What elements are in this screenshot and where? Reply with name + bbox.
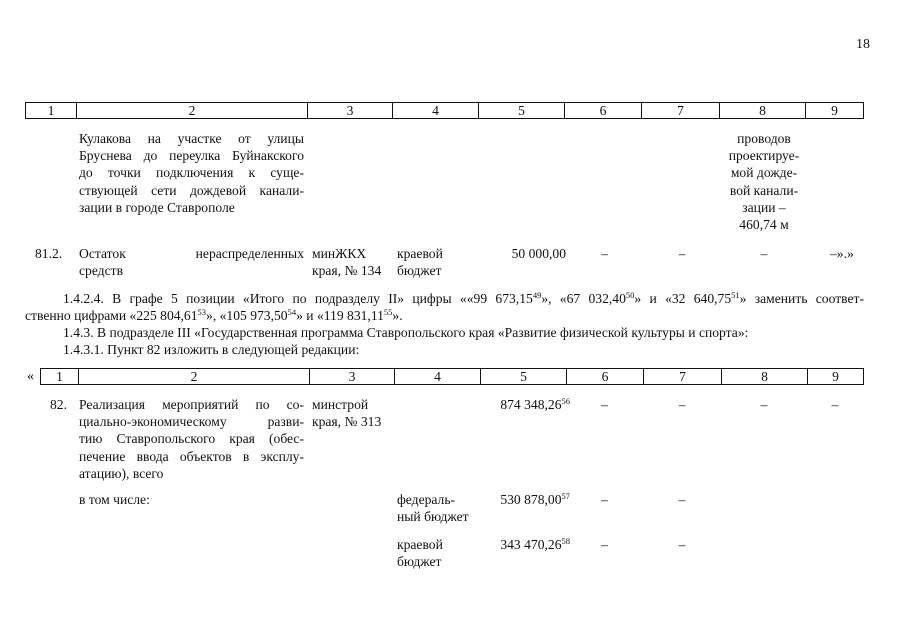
footnote-ref: 50 bbox=[625, 290, 635, 300]
regional-col5-value: 343 470,26 bbox=[500, 537, 562, 552]
row-82-name-line: тию Ставропольского края (обес- bbox=[79, 431, 304, 447]
row-82-col5-value: 874 348,26 bbox=[500, 397, 562, 412]
regional-col5 bbox=[478, 536, 570, 553]
row-81-2-name-word: нераспределенных bbox=[195, 246, 304, 261]
table1-header-col1: 1 bbox=[26, 103, 77, 119]
row-82-name bbox=[79, 396, 304, 482]
table1-header-col7: 7 bbox=[642, 103, 720, 119]
row-82-col3-line: края, № 313 bbox=[312, 414, 382, 430]
table2-header-col5: 5 bbox=[481, 369, 567, 385]
row-82-col7: – bbox=[678, 397, 686, 412]
paragraph-1-4-2-4 bbox=[63, 290, 864, 307]
table2-header-col3: 3 bbox=[310, 369, 395, 385]
row-81-2-name-line2: средств bbox=[79, 263, 123, 279]
row-82-number: 82. bbox=[50, 397, 67, 412]
table1-header-col4: 4 bbox=[393, 103, 479, 119]
para-text: » заменить соответ- bbox=[739, 291, 864, 306]
table2-header-col7: 7 bbox=[644, 369, 722, 385]
federal-col5 bbox=[478, 491, 570, 508]
table1-header-col3: 3 bbox=[308, 103, 393, 119]
regional-col4-line: бюджет bbox=[397, 554, 442, 570]
row-82-col3-line: минстрой bbox=[312, 397, 369, 412]
cont-row-col8 bbox=[718, 130, 810, 233]
paragraph-1-4-3-1: 1.4.3.1. Пункт 82 изложить в следующей редакции: bbox=[63, 342, 360, 357]
cont-row-col8-line: проводов bbox=[737, 131, 791, 146]
row-81-2-col7: – bbox=[678, 246, 686, 261]
federal-col7: – bbox=[678, 492, 686, 507]
cont-row-name-line: до точки подключения к суще- bbox=[79, 165, 304, 181]
cont-row-name-line: ствующей сети дождевой канали- bbox=[79, 182, 304, 198]
row-81-2-number: 81.2. bbox=[35, 246, 63, 261]
footnote-ref: 55 bbox=[383, 307, 393, 317]
footnote-ref: 49 bbox=[532, 290, 542, 300]
row-82-col8: – bbox=[760, 397, 768, 412]
footnote-ref: 51 bbox=[731, 290, 740, 300]
row-82-col5 bbox=[478, 396, 570, 413]
row-81-2-col4-line: краевой bbox=[397, 246, 443, 261]
cont-row-col8-line: 460,74 м bbox=[739, 217, 789, 233]
row-82-name-line: атацию), всего bbox=[79, 465, 164, 481]
regional-col4-line: краевой bbox=[397, 537, 443, 552]
row-81-2-col4 bbox=[397, 245, 479, 279]
federal-col4-line: ный бюджет bbox=[397, 509, 469, 525]
row-81-2-col3-line: края, № 134 bbox=[312, 263, 382, 279]
including-label: в том числе: bbox=[79, 492, 150, 507]
federal-col4-line: федераль- bbox=[397, 492, 456, 507]
federal-col6: – bbox=[601, 492, 608, 507]
row-81-2-col8: – bbox=[760, 246, 768, 261]
table1-header-col2: 2 bbox=[77, 103, 308, 119]
row-82-col3 bbox=[312, 396, 394, 430]
row-81-2-col3 bbox=[312, 245, 394, 279]
regional-col4 bbox=[397, 536, 487, 570]
cont-row-name-line: Бруснева до переулка Буйнакского bbox=[79, 148, 304, 164]
cont-row-col8-line: проектируе- bbox=[728, 148, 800, 164]
opening-quote: « bbox=[27, 369, 34, 384]
cont-row-col8-line: вой канали- bbox=[729, 182, 799, 198]
row-82-name-line: печение ввода объектов в эксплу- bbox=[79, 448, 304, 464]
row-82-name-line: Реализация мероприятий по со- bbox=[79, 397, 304, 412]
federal-col5-value: 530 878,00 bbox=[500, 492, 562, 507]
table2-header-col8: 8 bbox=[722, 369, 808, 385]
cont-row-name-line: Кулакова на участке от улицы bbox=[79, 131, 304, 146]
row-82-name-line: циально-экономическому разви- bbox=[79, 414, 304, 430]
row-82-col6: – bbox=[601, 397, 608, 412]
para-text: ». bbox=[392, 308, 403, 323]
row-81-2-col9: –».» bbox=[830, 246, 854, 261]
table1-header-col9: 9 bbox=[806, 103, 864, 119]
row-81-2-col3-line: минЖКХ bbox=[312, 246, 367, 261]
para-text: 1.4.2.4. В графе 5 позиции «Итого по подразделу II» цифры ««99 673,15 bbox=[63, 291, 533, 306]
footnote-ref: 53 bbox=[197, 307, 207, 317]
table2-header-col9: 9 bbox=[808, 369, 864, 385]
row-81-2-col4-line: бюджет bbox=[397, 263, 442, 279]
cont-row-col8-line: мой дожде- bbox=[730, 165, 798, 181]
para-text: », «105 973,50 bbox=[206, 308, 288, 323]
footnote-ref: 58 bbox=[561, 536, 570, 546]
footnote-ref: 54 bbox=[287, 307, 297, 317]
footnote-ref: 57 bbox=[561, 491, 570, 501]
table2-header-col4: 4 bbox=[395, 369, 481, 385]
table1-header-col6: 6 bbox=[565, 103, 642, 119]
table1-header-col8: 8 bbox=[720, 103, 806, 119]
para-text: », «67 032,40 bbox=[541, 291, 626, 306]
row-81-2-name-word: Остаток bbox=[79, 246, 126, 261]
regional-col7: – bbox=[678, 537, 686, 552]
table2-header-col2: 2 bbox=[79, 369, 310, 385]
federal-col4 bbox=[397, 491, 487, 525]
row-82-col9: – bbox=[831, 397, 839, 412]
paragraph-1-4-3: 1.4.3. В подразделе III «Государственная программа Ставропольского края «Развитие физической культуры и спорта»: bbox=[63, 325, 749, 340]
para-text: ственно цифрами «225 804,61 bbox=[25, 308, 198, 323]
page-number: 18 bbox=[856, 37, 870, 52]
paragraph-1-4-2-4-cont bbox=[25, 307, 403, 324]
para-text: » и «119 831,11 bbox=[296, 308, 384, 323]
table1-header-col5: 5 bbox=[479, 103, 565, 119]
cont-row-name bbox=[79, 130, 304, 216]
regional-col6: – bbox=[601, 537, 608, 552]
table2-header bbox=[40, 368, 864, 385]
row-81-2-col5: 50 000,00 bbox=[511, 246, 566, 261]
cont-row-col8-line: зации – bbox=[742, 199, 786, 215]
footnote-ref: 56 bbox=[561, 396, 570, 406]
table1-header bbox=[25, 102, 864, 119]
row-81-2-col6: – bbox=[601, 246, 608, 261]
table2-header-col1: 1 bbox=[41, 369, 79, 385]
table2-header-col6: 6 bbox=[567, 369, 644, 385]
row-81-2-name bbox=[79, 245, 304, 279]
cont-row-name-line: зации в городе Ставрополе bbox=[79, 199, 235, 215]
para-text: » и «32 640,75 bbox=[634, 291, 732, 306]
